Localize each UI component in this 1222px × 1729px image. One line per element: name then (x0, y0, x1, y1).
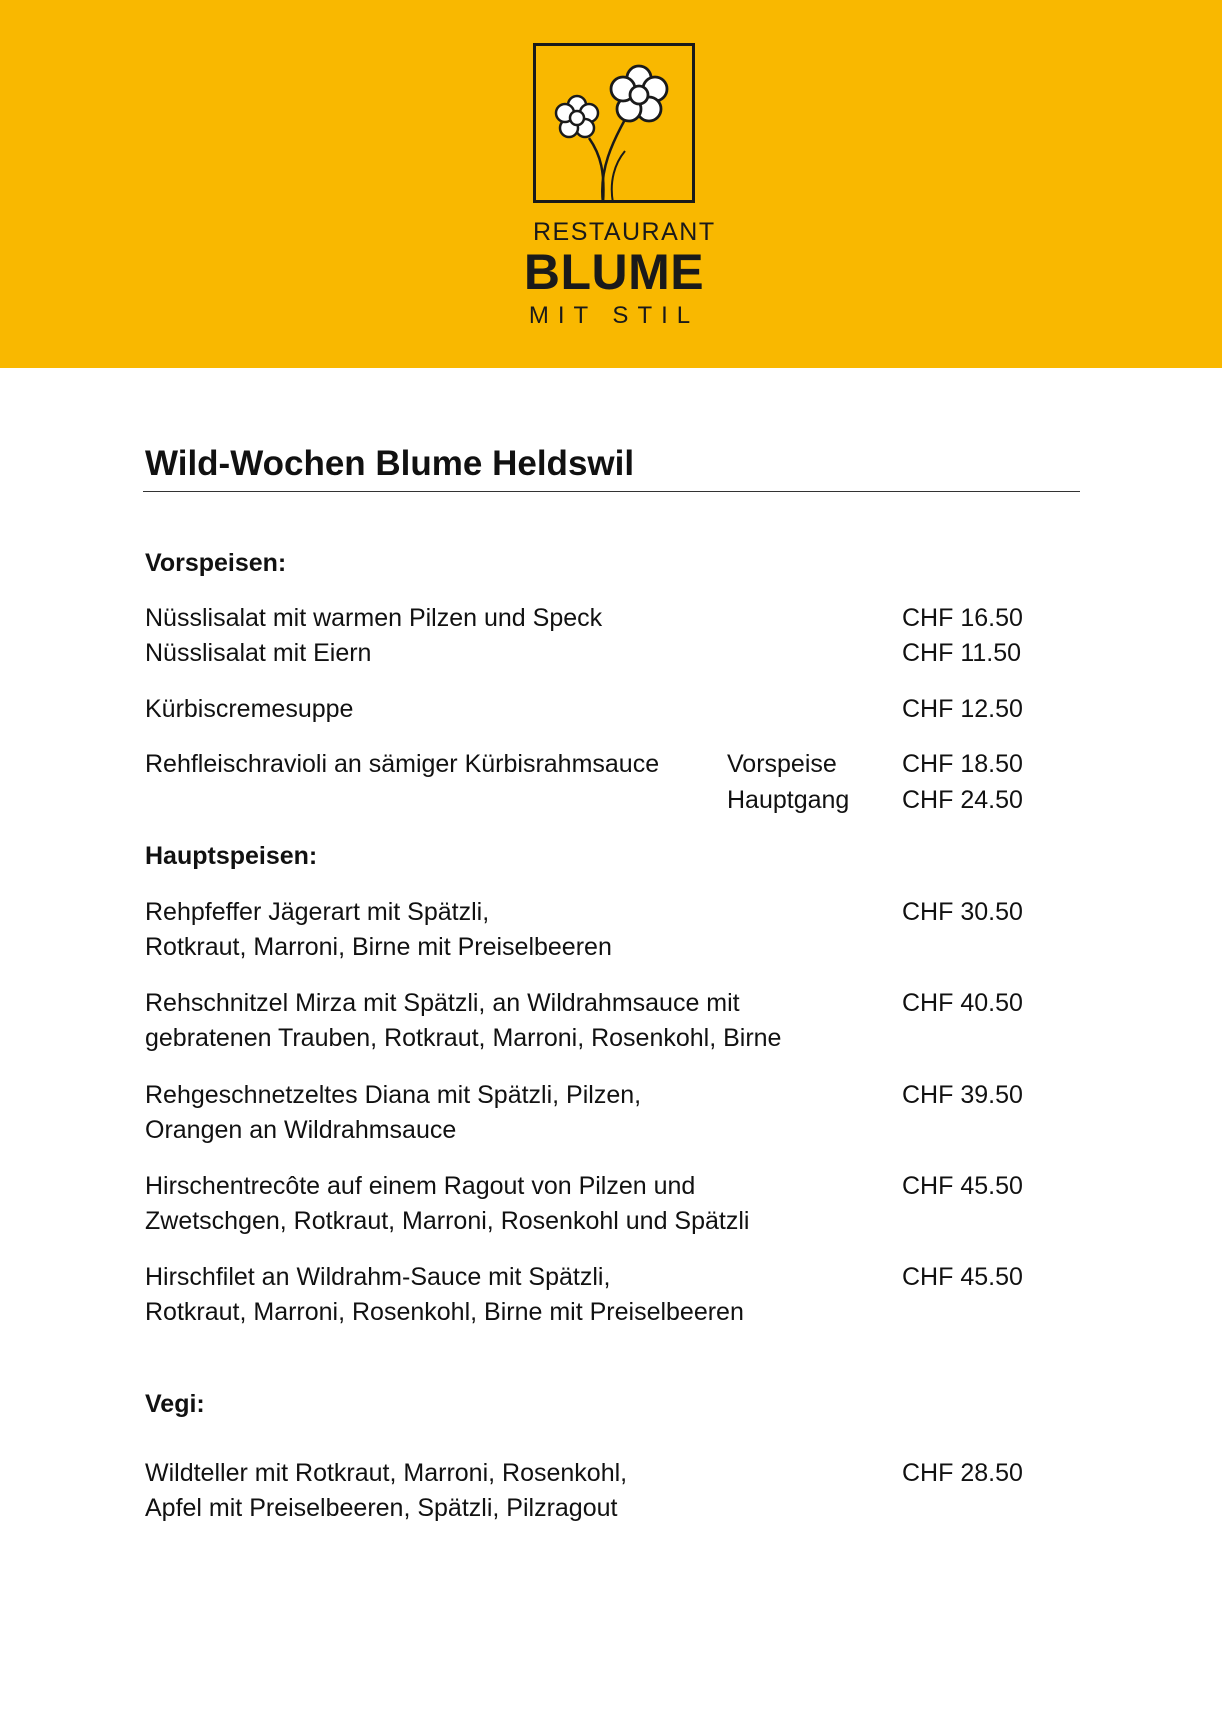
menu-item-text: Rehschnitzel Mirza mit Spätzli, an Wildrahmsauce mit (145, 989, 740, 1017)
menu-item-text: Zwetschgen, Rotkraut, Marroni, Rosenkohl und Spätzli (145, 1207, 750, 1235)
menu-item-text: Nüsslisalat mit Eiern (145, 639, 372, 667)
brand-tagline: MIT STIL (528, 302, 700, 329)
brand-line-restaurant: RESTAURANT (533, 218, 716, 246)
menu-item-text: Rehfleischravioli an sämiger Kürbisrahmsauce (145, 750, 660, 778)
menu-item-price: CHF 45.50 (902, 1172, 1023, 1200)
menu-item-text: Orangen an Wildrahmsauce (145, 1116, 457, 1144)
menu-item-text: Apfel mit Preiselbeeren, Spätzli, Pilzragout (145, 1494, 618, 1522)
menu-item-text: Nüsslisalat mit warmen Pilzen und Speck (145, 604, 603, 632)
menu-item-price: CHF 45.50 (902, 1263, 1023, 1291)
menu-item-price: CHF 24.50 (902, 786, 1023, 814)
page-title: Wild-Wochen Blume Heldswil (145, 444, 635, 483)
section-heading-vorspeisen: Vorspeisen: (145, 549, 287, 577)
menu-item-price: CHF 16.50 (902, 604, 1023, 632)
menu-item-price: CHF 30.50 (902, 898, 1023, 926)
menu-item-text: Wildteller mit Rotkraut, Marroni, Rosenkohl, (145, 1459, 628, 1487)
section-heading-vegi: Vegi: (145, 1390, 205, 1418)
menu-item-variant-label: Hauptgang (727, 786, 850, 814)
menu-item-price: CHF 12.50 (902, 695, 1023, 723)
section-heading-hauptspeisen: Hauptspeisen: (145, 842, 318, 870)
menu-item-price: CHF 18.50 (902, 750, 1023, 778)
menu-item-text: Rotkraut, Marroni, Birne mit Preiselbeeren (145, 933, 612, 961)
menu-item-text: Hirschfilet an Wildrahm-Sauce mit Spätzli, (145, 1263, 611, 1291)
header-banner (0, 0, 1222, 368)
menu-item-text: Hirschentrecôte auf einem Ragout von Pilzen und (145, 1172, 696, 1200)
menu-item-price: CHF 39.50 (902, 1081, 1023, 1109)
title-divider (143, 491, 1080, 492)
menu-item-text: Kürbiscremesuppe (145, 695, 354, 723)
menu-item-price: CHF 11.50 (902, 639, 1022, 667)
menu-item-variant-label: Vorspeise (727, 750, 837, 778)
menu-item-text: Rehpfeffer Jägerart mit Spätzli, (145, 898, 490, 926)
menu-item-text: Rotkraut, Marroni, Rosenkohl, Birne mit Preiselbeeren (145, 1298, 744, 1326)
menu-item-price: CHF 28.50 (902, 1459, 1023, 1487)
menu-item-price: CHF 40.50 (902, 989, 1023, 1017)
menu-item-text: Rehgeschnetzeltes Diana mit Spätzli, Pilzen, (145, 1081, 642, 1109)
brand-name: BLUME (523, 244, 705, 300)
menu-item-text: gebratenen Trauben, Rotkraut, Marroni, Rosenkohl, Birne (145, 1024, 782, 1052)
flowers-logo-icon (533, 43, 695, 203)
